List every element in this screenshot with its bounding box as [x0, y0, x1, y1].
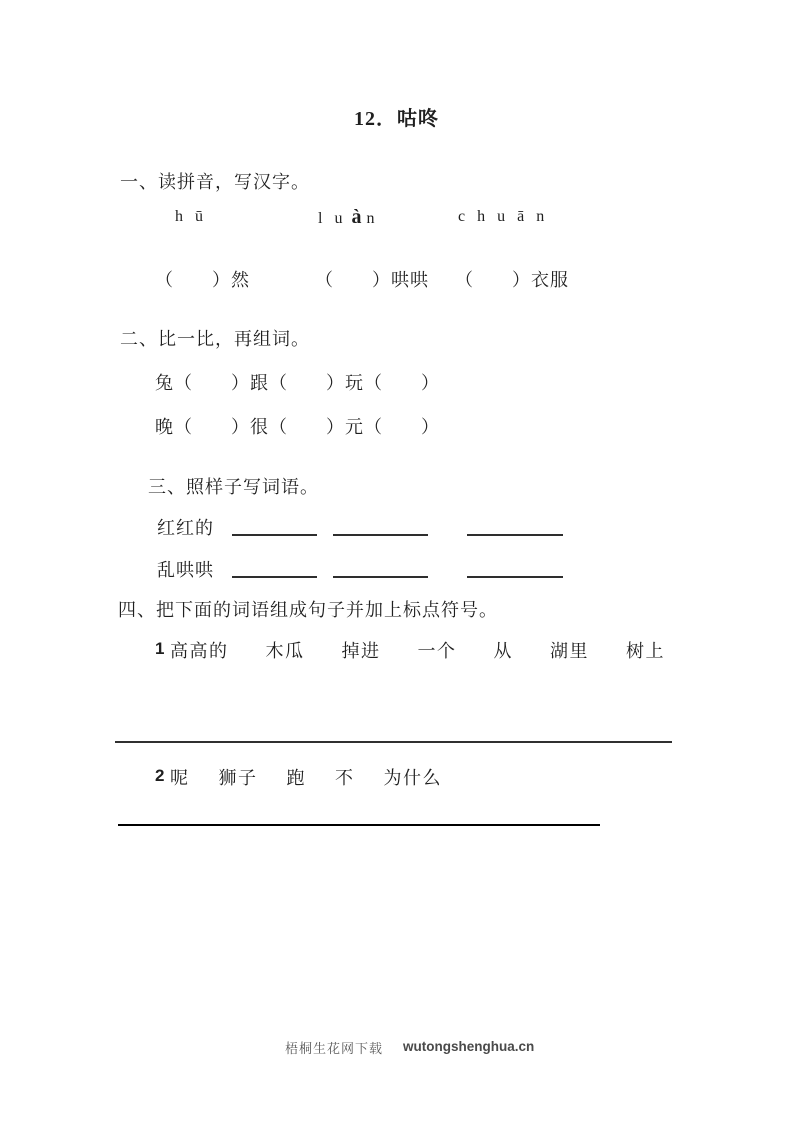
- pinyin-syllable-hu: [175, 208, 207, 226]
- write-blank: [232, 559, 317, 578]
- pinyin-text: l u: [318, 210, 347, 227]
- example-word-1: 红红的: [157, 518, 214, 538]
- example-word-2: 乱哄哄: [157, 560, 214, 580]
- scramble-word: 掉进: [341, 641, 381, 661]
- compare-row-1: 兔（ ）跟（ ）玩（ ）: [155, 373, 440, 393]
- write-blank: [333, 559, 428, 578]
- scramble-word: 狮子: [218, 768, 258, 788]
- scramble-word: 树上: [626, 641, 665, 661]
- page-title: 12．咕咚: [354, 108, 439, 130]
- scramble-word: 跑: [286, 768, 306, 788]
- pinyin-text: c h u ā n: [458, 208, 549, 225]
- scramble-word: 为什么: [383, 768, 442, 788]
- pinyin-text: h ū: [175, 208, 207, 225]
- write-blank: [333, 517, 428, 536]
- sentence-number-2: 2: [155, 766, 165, 785]
- write-blank: [467, 517, 563, 536]
- scramble-word: 木瓜: [265, 641, 305, 661]
- answer-slot-ran: （ ）然: [155, 270, 250, 290]
- scramble-word: 不: [335, 768, 355, 788]
- section3-heading: 三、照样子写词语。: [148, 477, 319, 497]
- scramble-word: 湖里: [550, 641, 589, 661]
- answer-write-line-1: [115, 741, 672, 743]
- pinyin-syllable-luan: [318, 206, 378, 229]
- sentence-words-1: [170, 637, 665, 663]
- scramble-word: 从: [493, 641, 513, 661]
- scramble-word: 一个: [417, 641, 457, 661]
- footer-site-url: wutongshenghua.cn: [403, 1039, 535, 1054]
- pinyin-text: n: [366, 210, 379, 227]
- pinyin-syllable-chuan: [458, 208, 548, 226]
- sentence-number-1: 1: [155, 639, 165, 658]
- section2-heading: 二、比一比，再组词。: [120, 329, 310, 349]
- footer-site-name: 梧桐生花网下载: [285, 1041, 384, 1056]
- answer-slot-honghong: （ ）哄哄: [315, 270, 429, 290]
- section4-heading: 四、把下面的词语组成句子并加上标点符号。: [118, 600, 498, 620]
- section1-heading: 一、读拼音，写汉字。: [120, 172, 310, 192]
- write-blank: [467, 559, 563, 578]
- answer-slot-yifu: （ ）衣服: [455, 270, 569, 290]
- sentence-words-2: [170, 764, 442, 790]
- scramble-word: 呢: [170, 768, 190, 788]
- scramble-word: 高高的: [170, 641, 229, 661]
- pinyin-tone-accent: à: [351, 206, 362, 228]
- write-blank: [232, 517, 317, 536]
- compare-row-2: 晚（ ）很（ ）元（ ）: [155, 417, 440, 437]
- answer-write-line-2: [118, 824, 600, 826]
